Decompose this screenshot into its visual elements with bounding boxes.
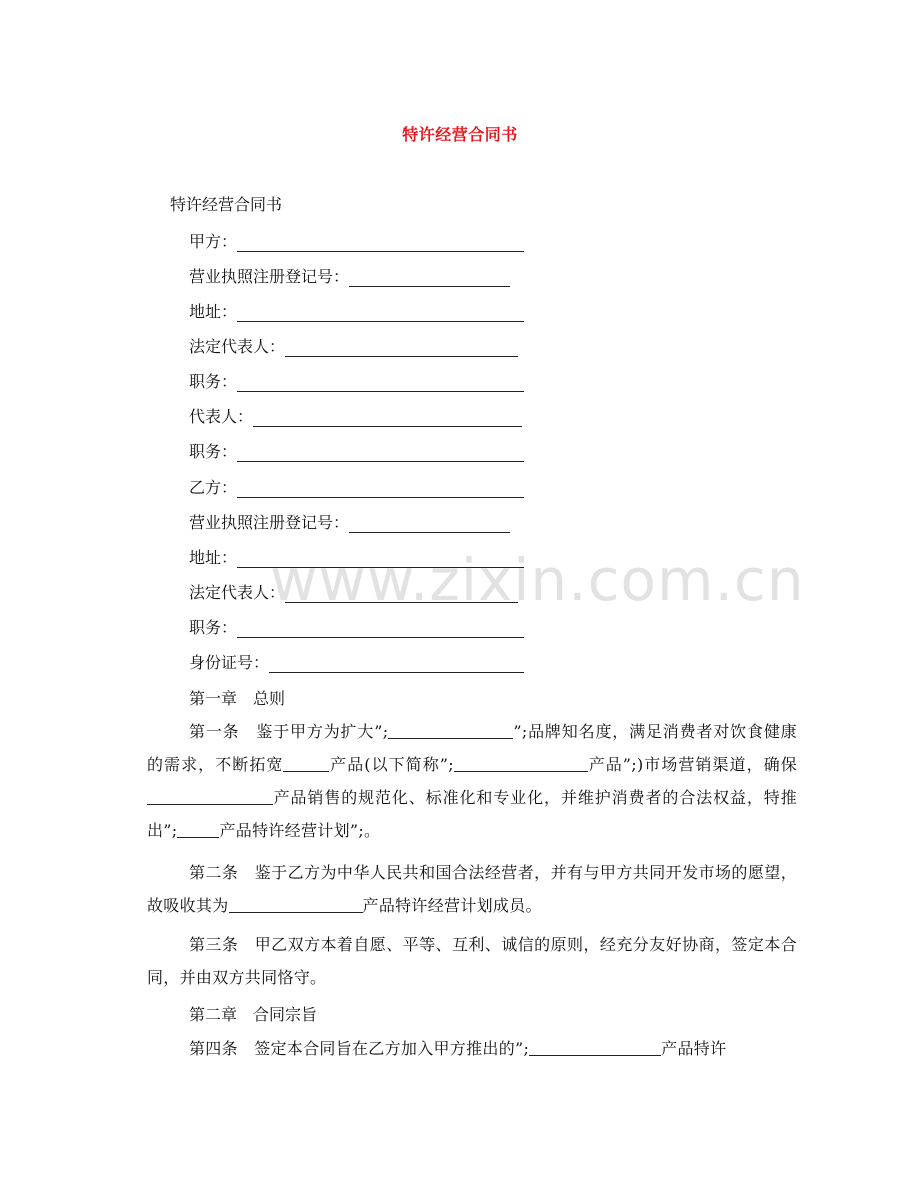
party-a-license-field [189,261,510,287]
article-3 [147,928,797,994]
blank-line [285,336,518,357]
article-text: 第四条 签定本合同旨在乙方加入甲方推出的”; [189,1039,530,1058]
blank-line [454,753,588,772]
field-label: 营业执照注册登记号： [189,267,350,286]
field-label: 地址： [189,548,238,567]
blank-line [269,652,524,673]
field-label: 法定代表人： [189,583,286,602]
field-label: 法定代表人： [189,337,286,356]
blank-line [388,720,513,739]
field-label: 职务： [189,442,238,461]
party-a-position-field [189,366,524,392]
party-b-position-field [189,612,524,638]
blank-line [349,266,510,287]
article-text: 产品销售的规范化、标准化和专业化，并维护消费者的合法权益，特推出”; [147,788,797,840]
page-title: 特许经营合同书 [402,125,518,144]
blank-line [349,512,510,533]
article-text: 第二条 鉴于乙方为中华人民共和国合法经营者，并有与甲方共同开发市场的愿望，故吸收其为 [147,863,797,915]
field-label: 营业执照注册登记号： [189,513,350,532]
party-a-legal-rep-field [189,331,518,357]
article-text: 第一条 鉴于甲方为扩大”; [189,722,389,741]
article-text: 产品”;)市场营销渠道，确保 [587,755,797,774]
field-label: 乙方： [189,478,238,497]
article-text: 产品特许经营计划”;。 [219,821,381,840]
blank-line [237,371,524,392]
blank-line [285,582,518,603]
party-b-id-field [189,647,524,673]
blank-line [253,406,522,427]
blank-line [237,301,524,322]
party-b-address-field [189,542,524,568]
party-a-representative-field [189,401,522,427]
chapter-2-heading: 第二章 合同宗旨 [189,1005,318,1024]
article-text: ”;品牌知名度，满足消费者对饮食健康的需求，不断拓宽 [147,722,797,774]
blank-line [237,477,524,498]
field-label: 职务： [189,372,238,391]
blank-line [237,547,524,568]
blank-line [177,819,219,838]
party-a-rep-position-field [189,436,524,462]
field-label: 职务： [189,618,238,637]
blank-line [229,894,363,913]
blank-line [283,753,329,772]
blank-line [147,786,273,805]
article-text: 第三条 甲乙双方本着自愿、平等、互利、诚信的原则，经充分友好协商，签定本合同，并由双方共同恪守。 [147,935,797,987]
article-text: 产品特许经营计划成员。 [362,896,542,915]
field-label: 地址： [189,302,238,321]
blank-line [237,231,524,252]
field-label: 甲方： [189,232,238,251]
article-1 [147,715,797,847]
blank-line [529,1037,661,1056]
party-b-field [189,472,524,498]
field-label: 身份证号： [189,653,270,672]
article-text: 产品(以下简称”; [329,755,454,774]
document-subtitle: 特许经营合同书 [170,195,283,214]
chapter-1-heading: 第一章 总则 [189,689,286,708]
article-text: 产品特许 [661,1039,727,1058]
field-label: 代表人： [189,407,254,426]
party-b-legal-rep-field [189,577,518,603]
article-2 [147,856,797,922]
party-a-field [189,226,524,252]
party-b-license-field [189,507,510,533]
article-4 [147,1032,797,1065]
blank-line [237,617,524,638]
watermark: www.zixin.com.cn [270,546,805,614]
blank-line [237,441,524,462]
party-a-address-field [189,296,524,322]
